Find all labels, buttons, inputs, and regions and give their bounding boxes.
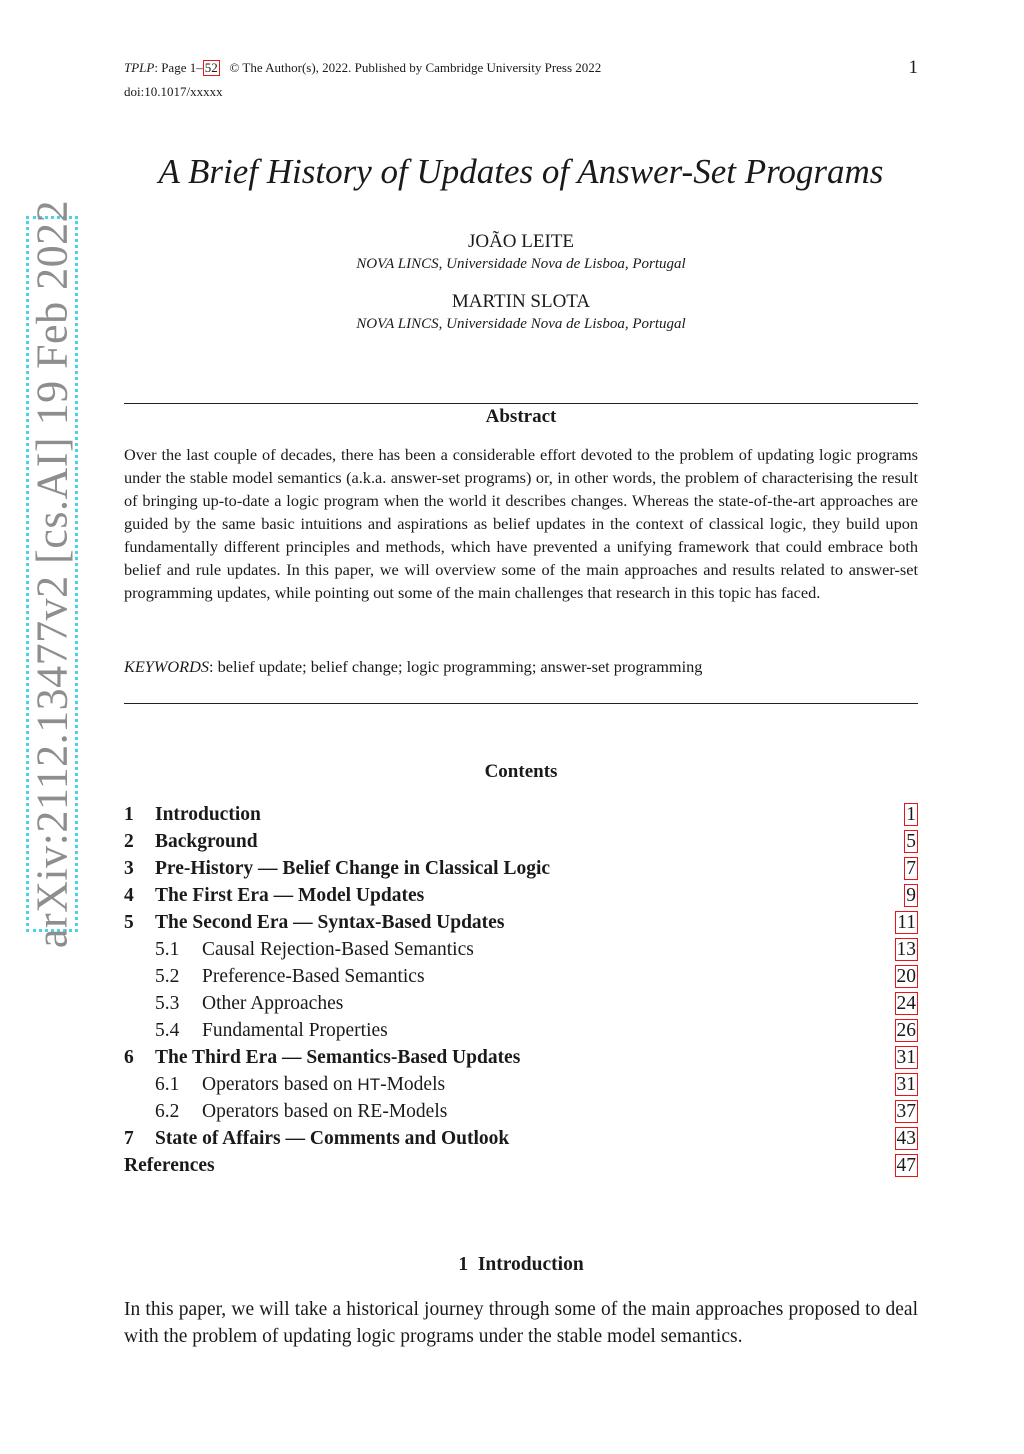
toc-title: State of Affairs — Comments and Outlook <box>155 1128 510 1149</box>
abstract-text: Over the last couple of decades, there has been a considerable effort devoted to the problem of updating logic programs under the stable model semantics (a.k.a. answer-set programs) or, in other words, the problem of characterising the result of bringing up-to-date a logic program when the world it describes changes. Whereas the state-of-the-art approaches are guided by the same basic intuitions and aspirations as belief updates in the context of classical logic, they build upon fundamentally different principles and methods, which have prevented a unifying framework that could embrace both belief and rule updates. In this paper, we will overview some of the main approaches and results related to answer-set programming updates, while pointing out some of the main challenges that research in this topic has faced. <box>124 445 918 602</box>
copyright-notice: © The Author(s), 2022. Published by Cambridge University Press 2022 <box>229 60 602 75</box>
toc-title-ht: HT <box>357 1075 381 1094</box>
toc-number: 7 <box>124 1128 134 1149</box>
page-number: 1 <box>908 57 918 78</box>
doi: doi:10.1017/xxxxx <box>124 84 223 99</box>
toc-page-link[interactable]: 24 <box>896 993 916 1014</box>
toc-entry <box>124 909 918 936</box>
toc-page-link[interactable]: 9 <box>906 885 916 906</box>
toc-number: 5.2 <box>155 966 180 987</box>
toc-title-suffix: -Models <box>380 1074 446 1095</box>
toc-page-link[interactable]: 31 <box>896 1047 916 1068</box>
toc-title-prefix: Operators based on <box>202 1074 358 1095</box>
last-page-link[interactable]: 52 <box>204 60 218 75</box>
toc-title: Other Approaches <box>202 993 344 1014</box>
toc-page-link[interactable]: 37 <box>896 1101 916 1122</box>
arxiv-identifier: arXiv:2112.13477v2 [cs.AI] 19 Feb 2022 <box>27 199 77 949</box>
toc-entry <box>124 855 918 882</box>
author-name: MARTIN SLOTA <box>451 291 591 312</box>
section-title: Introduction <box>477 1254 584 1275</box>
toc-page-link[interactable]: 13 <box>896 939 916 960</box>
toc-number: 6 <box>124 1047 134 1068</box>
toc-page-link[interactable]: 43 <box>896 1128 916 1149</box>
toc-page-link[interactable]: 5 <box>906 831 916 852</box>
toc-title: Background <box>155 831 258 852</box>
toc-title <box>202 1071 445 1098</box>
toc-number: 4 <box>124 885 134 906</box>
toc-number: 5.3 <box>155 993 180 1014</box>
paper-title: A Brief History of Updates of Answer-Set Programs <box>158 152 884 191</box>
toc-title: References <box>124 1155 215 1176</box>
toc-entry <box>124 801 918 828</box>
author-affiliation: NOVA LINCS, Universidade Nova de Lisboa, Portugal <box>356 316 686 332</box>
toc-page-link[interactable]: 20 <box>896 966 916 987</box>
toc-page-link[interactable]: 26 <box>896 1020 916 1041</box>
toc-subentry <box>124 1098 918 1125</box>
toc-title: The First Era — Model Updates <box>155 885 425 906</box>
introduction-paragraph: In this paper, we will take a historical journey through some of the main approaches proposed to deal with the problem of updating logic programs under the stable model semantics. <box>124 1299 918 1347</box>
toc-subentry <box>124 1017 918 1044</box>
section-heading <box>124 1254 918 1276</box>
toc-page-link[interactable]: 1 <box>906 804 916 825</box>
toc-title: Causal Rejection-Based Semantics <box>202 939 474 960</box>
toc-title: Fundamental Properties <box>202 1020 388 1041</box>
contents-heading: Contents <box>484 761 558 782</box>
toc-title: Preference-Based Semantics <box>202 966 425 987</box>
toc-page-link[interactable]: 7 <box>906 858 916 879</box>
toc-number: 5.1 <box>155 939 180 960</box>
abstract-heading: Abstract <box>485 406 557 427</box>
toc-entry <box>124 1044 918 1071</box>
toc-number: 3 <box>124 858 134 879</box>
toc-page-link[interactable]: 11 <box>897 912 916 933</box>
toc-subentry <box>124 1071 918 1098</box>
toc-page-link[interactable]: 47 <box>896 1155 916 1176</box>
toc-entry <box>124 882 918 909</box>
section-number: 1 <box>458 1254 469 1275</box>
table-of-contents <box>124 801 918 1179</box>
toc-number: 5 <box>124 912 134 933</box>
keywords-text: : belief update; belief change; logic programming; answer-set programming <box>209 657 703 676</box>
toc-entry <box>124 828 918 855</box>
toc-title: The Third Era — Semantics-Based Updates <box>155 1047 521 1068</box>
toc-title: Operators based on RE-Models <box>202 1101 448 1122</box>
toc-entry <box>124 1125 918 1152</box>
toc-page-link[interactable]: 31 <box>896 1074 916 1095</box>
toc-subentry <box>124 990 918 1017</box>
keywords <box>124 657 918 677</box>
running-header <box>124 60 601 76</box>
divider <box>124 403 918 404</box>
author-affiliation: NOVA LINCS, Universidade Nova de Lisboa, Portugal <box>356 256 686 272</box>
divider <box>124 703 918 704</box>
toc-number: 6.1 <box>155 1074 180 1095</box>
page-range-prefix: : Page 1– <box>154 60 203 75</box>
arxiv-stamp-link[interactable] <box>26 199 78 949</box>
toc-entry <box>124 1152 918 1179</box>
journal-abbrev: TPLP <box>124 60 155 75</box>
toc-number: 1 <box>124 804 134 825</box>
toc-number: 5.4 <box>155 1020 180 1041</box>
toc-number: 6.2 <box>155 1101 180 1122</box>
toc-title: The Second Era — Syntax-Based Updates <box>155 912 505 933</box>
author-name: JOÃO LEITE <box>467 231 575 252</box>
toc-subentry <box>124 936 918 963</box>
toc-title: Pre-History — Belief Change in Classical Logic <box>155 858 551 879</box>
keywords-label: KEYWORDS <box>124 657 210 676</box>
toc-title: Introduction <box>155 804 261 825</box>
toc-number: 2 <box>124 831 134 852</box>
toc-subentry <box>124 963 918 990</box>
